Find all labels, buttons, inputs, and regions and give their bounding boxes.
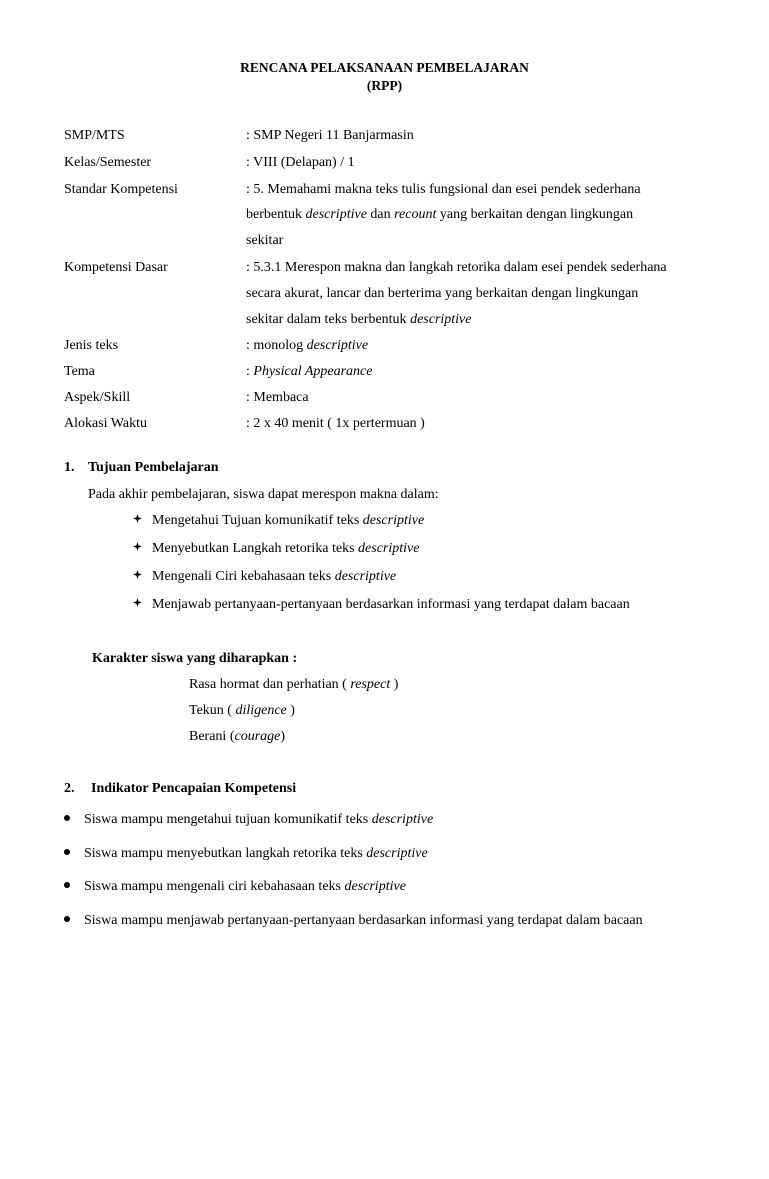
diamond-bullet-icon [133, 514, 142, 523]
value-alokasi-waktu: : 2 x 40 menit ( 1x pertermuan ) [246, 416, 425, 431]
label-kompetensi-dasar: Kompetensi Dasar [64, 260, 168, 275]
label-aspek-skill: Aspek/Skill [64, 390, 131, 405]
value-standar-kompetensi-line3: sekitar [246, 233, 284, 248]
value-kelas: : VIII (Delapan) / 1 [246, 155, 355, 170]
karakter-heading: Karakter siswa yang diharapkan : [92, 651, 298, 666]
bullet-icon [64, 849, 70, 855]
value-standar-kompetensi-line2: berbentuk descriptive dan recount yang berkaitan dengan lingkungan [246, 207, 634, 222]
value-tema: : Physical Appearance [246, 364, 373, 379]
section2-heading: Indikator Pencapaian Kompetensi [91, 781, 297, 796]
label-alokasi-waktu: Alokasi Waktu [64, 416, 147, 431]
karakter-item: Rasa hormat dan perhatian ( respect ) [189, 677, 399, 692]
list-item: Mengetahui Tujuan komunikatif teks descriptive [133, 513, 424, 529]
section1-number: 1. [64, 460, 75, 475]
document-title: RENCANA PELAKSANAAN PEMBELAJARAN [240, 60, 529, 75]
label-jenis-teks: Jenis teks [64, 338, 119, 353]
label-tema: Tema [64, 364, 95, 379]
list-item: Siswa mampu menjawab pertanyaan-pertanyaan berdasarkan informasi yang terdapat dalam bacaan [64, 913, 643, 929]
label-smp: SMP/MTS [64, 128, 125, 143]
value-kompetensi-dasar-line3: sekitar dalam teks berbentuk descriptive [246, 312, 472, 327]
section2-number: 2. [64, 781, 75, 796]
label-standar-kompetensi: Standar Kompetensi [64, 182, 178, 197]
bullet-icon [64, 916, 70, 922]
document-subtitle: (RPP) [366, 78, 403, 93]
value-aspek-skill: : Membaca [246, 390, 309, 405]
bullet-icon [64, 882, 70, 888]
label-kelas: Kelas/Semester [64, 155, 152, 170]
list-item: Siswa mampu menyebutkan langkah retorika teks descriptive [64, 846, 428, 862]
value-kompetensi-dasar-line2: secara akurat, lancar dan berterima yang berkaitan dengan lingkungan [246, 286, 639, 301]
value-kompetensi-dasar-line1: : 5.3.1 Merespon makna dan langkah retorika dalam esei pendek sederhana [246, 260, 667, 275]
list-item: Menyebutkan Langkah retorika teks descriptive [133, 541, 419, 557]
karakter-item: Berani (courage) [189, 729, 286, 744]
diamond-bullet-icon [133, 598, 142, 607]
karakter-item: Tekun ( diligence ) [189, 703, 295, 718]
value-standar-kompetensi-line1: : 5. Memahami makna teks tulis fungsional dan esei pendek sederhana [246, 182, 641, 197]
list-item: Mengenali Ciri kebahasaan teks descriptive [133, 569, 396, 585]
value-smp: : SMP Negeri 11 Banjarmasin [246, 128, 414, 143]
list-item: Siswa mampu mengenali ciri kebahasaan teks descriptive [64, 879, 406, 895]
bullet-icon [64, 815, 70, 821]
section1-heading: Tujuan Pembelajaran [88, 460, 219, 475]
list-item: Siswa mampu mengetahui tujuan komunikatif teks descriptive [64, 812, 433, 828]
section1-intro: Pada akhir pembelajaran, siswa dapat merespon makna dalam: [88, 487, 439, 502]
diamond-bullet-icon [133, 542, 142, 551]
value-jenis-teks: : monolog descriptive [246, 338, 369, 353]
list-item: Menjawab pertanyaan-pertanyaan berdasarkan informasi yang terdapat dalam bacaan [133, 597, 630, 613]
diamond-bullet-icon [133, 570, 142, 579]
